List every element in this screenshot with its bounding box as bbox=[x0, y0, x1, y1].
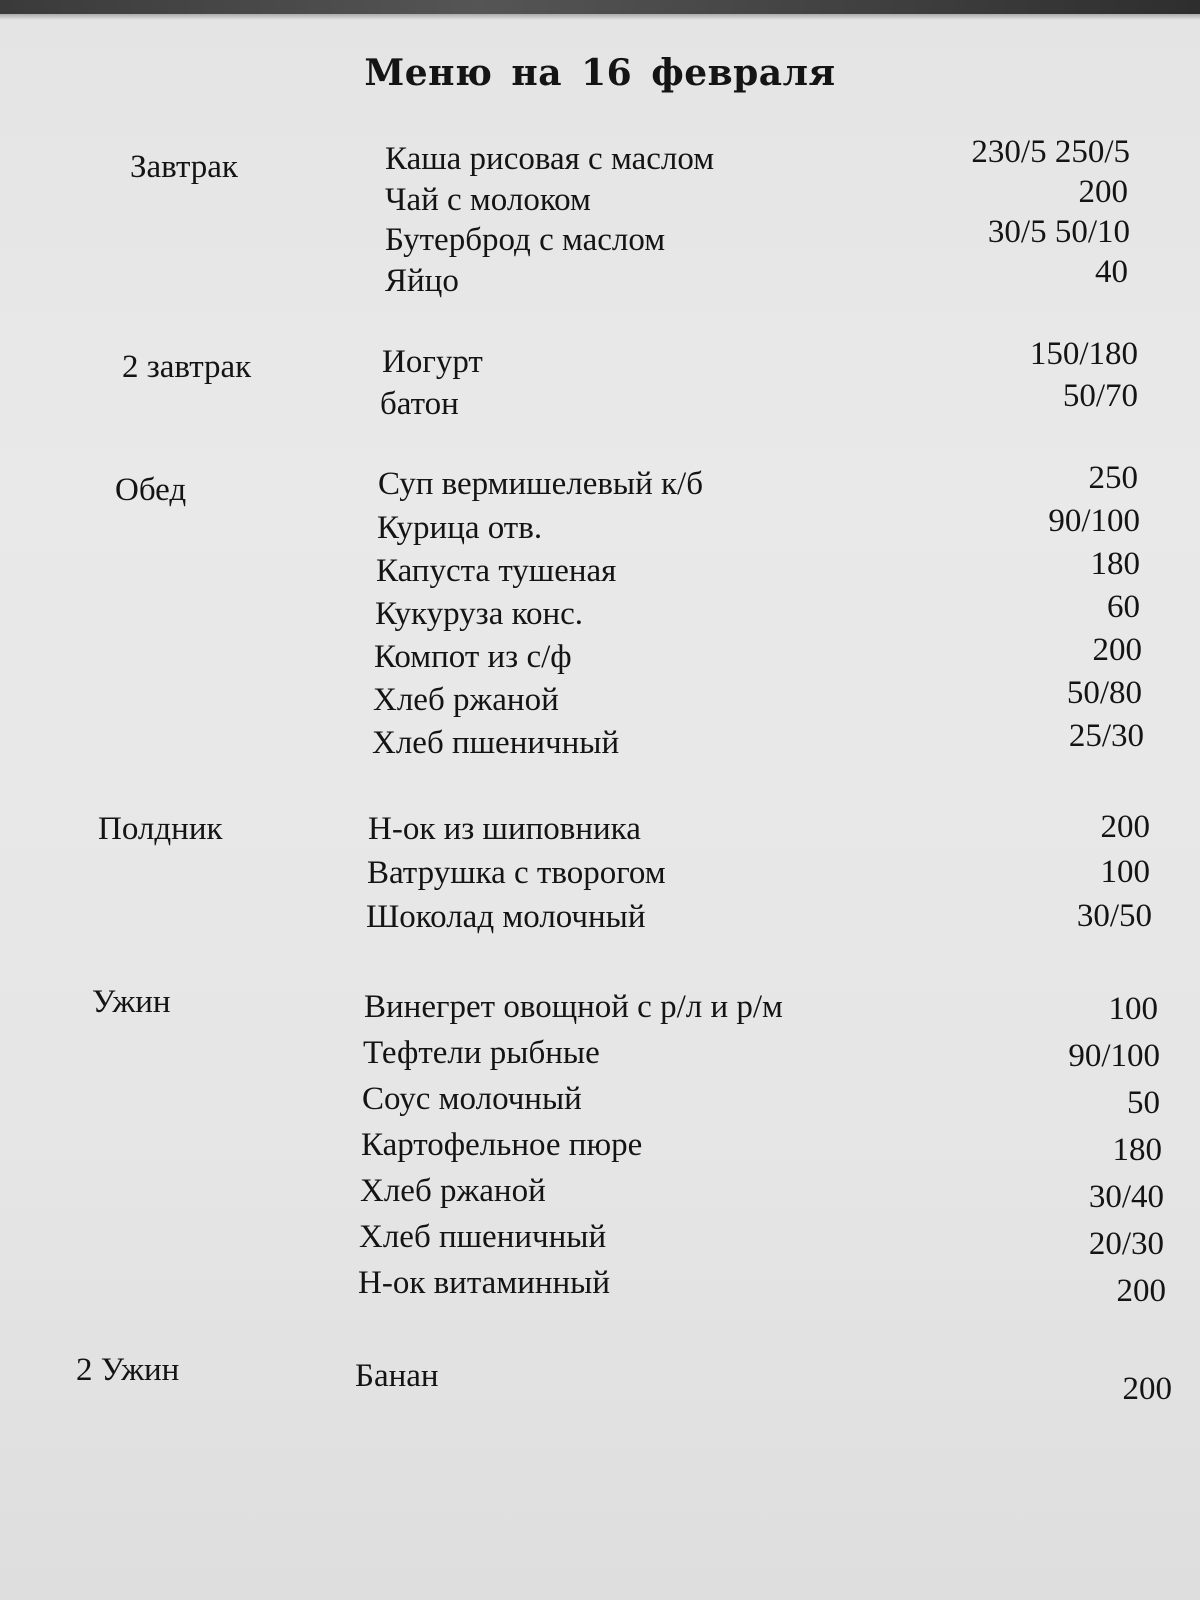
dish-name: Капуста тушеная bbox=[376, 553, 617, 589]
dish-name: Винегрет овощной с р/л и р/м bbox=[364, 989, 783, 1025]
meal-label-afternoon-snack: Полдник bbox=[98, 811, 223, 847]
dish-name: Суп вермишелевый к/б bbox=[378, 466, 704, 502]
dish-portion: 90/100 bbox=[1068, 1038, 1160, 1074]
dish-name: Бутерброд с маслом bbox=[385, 222, 666, 258]
page-title: Меню на 16 февраля bbox=[364, 52, 836, 94]
dish-name: Компот из с/ф bbox=[374, 639, 572, 675]
dish-name: Курица отв. bbox=[377, 510, 543, 546]
dish-name: Хлеб пшеничный bbox=[359, 1219, 607, 1255]
menu-sheet bbox=[0, 14, 1200, 1600]
dish-portion: 200 bbox=[1092, 632, 1142, 668]
meal-label-second-dinner: 2 Ужин bbox=[76, 1352, 180, 1388]
meal-label-dinner: Ужин bbox=[92, 984, 171, 1020]
dish-portion: 200 bbox=[1122, 1371, 1172, 1407]
dish-portion: 250 bbox=[1088, 460, 1138, 496]
dish-portion: 230/5 250/5 bbox=[971, 134, 1130, 170]
dish-name: Яйцо bbox=[385, 263, 459, 299]
dish-name: Картофельное пюре bbox=[361, 1127, 643, 1163]
dish-name: Н-ок витаминный bbox=[358, 1265, 611, 1301]
dish-portion: 30/50 bbox=[1076, 898, 1152, 934]
dish-name: Соус молочный bbox=[362, 1081, 582, 1117]
dish-name: Иогурт bbox=[382, 344, 483, 380]
dish-portion: 50/70 bbox=[1062, 378, 1138, 414]
dish-portion: 100 bbox=[1100, 854, 1150, 890]
dish-portion: 30/5 50/10 bbox=[987, 214, 1130, 250]
meal-label-lunch: Обед bbox=[115, 472, 187, 508]
dish-name: Кукуруза конс. bbox=[375, 596, 584, 632]
dish-name: Хлеб пшеничный bbox=[372, 725, 620, 761]
dish-name: Банан bbox=[355, 1358, 439, 1394]
dish-portion: 180 bbox=[1090, 546, 1140, 582]
dish-name: Н-ок из шиповника bbox=[368, 811, 641, 847]
dish-portion: 150/180 bbox=[1029, 336, 1138, 372]
dish-portion: 40 bbox=[1095, 254, 1128, 290]
dish-portion: 90/100 bbox=[1048, 503, 1140, 539]
dish-portion: 50/80 bbox=[1066, 675, 1142, 711]
dish-portion: 200 bbox=[1116, 1273, 1166, 1309]
dish-portion: 50 bbox=[1127, 1085, 1160, 1121]
dish-name: батон bbox=[380, 386, 459, 422]
dish-portion: 25/30 bbox=[1068, 718, 1144, 754]
dish-name: Шоколад молочный bbox=[366, 899, 646, 935]
dish-name: Тефтели рыбные bbox=[363, 1035, 600, 1071]
photo-top-edge bbox=[0, 0, 1200, 14]
dish-name: Каша рисовая с маслом bbox=[385, 141, 715, 177]
dish-portion: 60 bbox=[1107, 589, 1140, 625]
dish-name: Хлеб ржаной bbox=[373, 682, 559, 718]
meal-label-second-breakfast: 2 завтрак bbox=[122, 349, 252, 385]
dish-portion: 180 bbox=[1112, 1132, 1162, 1168]
dish-portion: 30/40 bbox=[1088, 1179, 1164, 1215]
dish-name: Хлеб ржаной bbox=[360, 1173, 546, 1209]
meal-label-breakfast: Завтрак bbox=[130, 149, 238, 185]
dish-portion: 200 bbox=[1100, 809, 1150, 845]
dish-name: Чай с молоком bbox=[385, 182, 591, 218]
dish-portion: 200 bbox=[1078, 174, 1128, 210]
dish-portion: 20/30 bbox=[1088, 1226, 1164, 1262]
dish-name: Ватрушка с творогом bbox=[367, 855, 666, 891]
dish-portion: 100 bbox=[1108, 991, 1158, 1027]
